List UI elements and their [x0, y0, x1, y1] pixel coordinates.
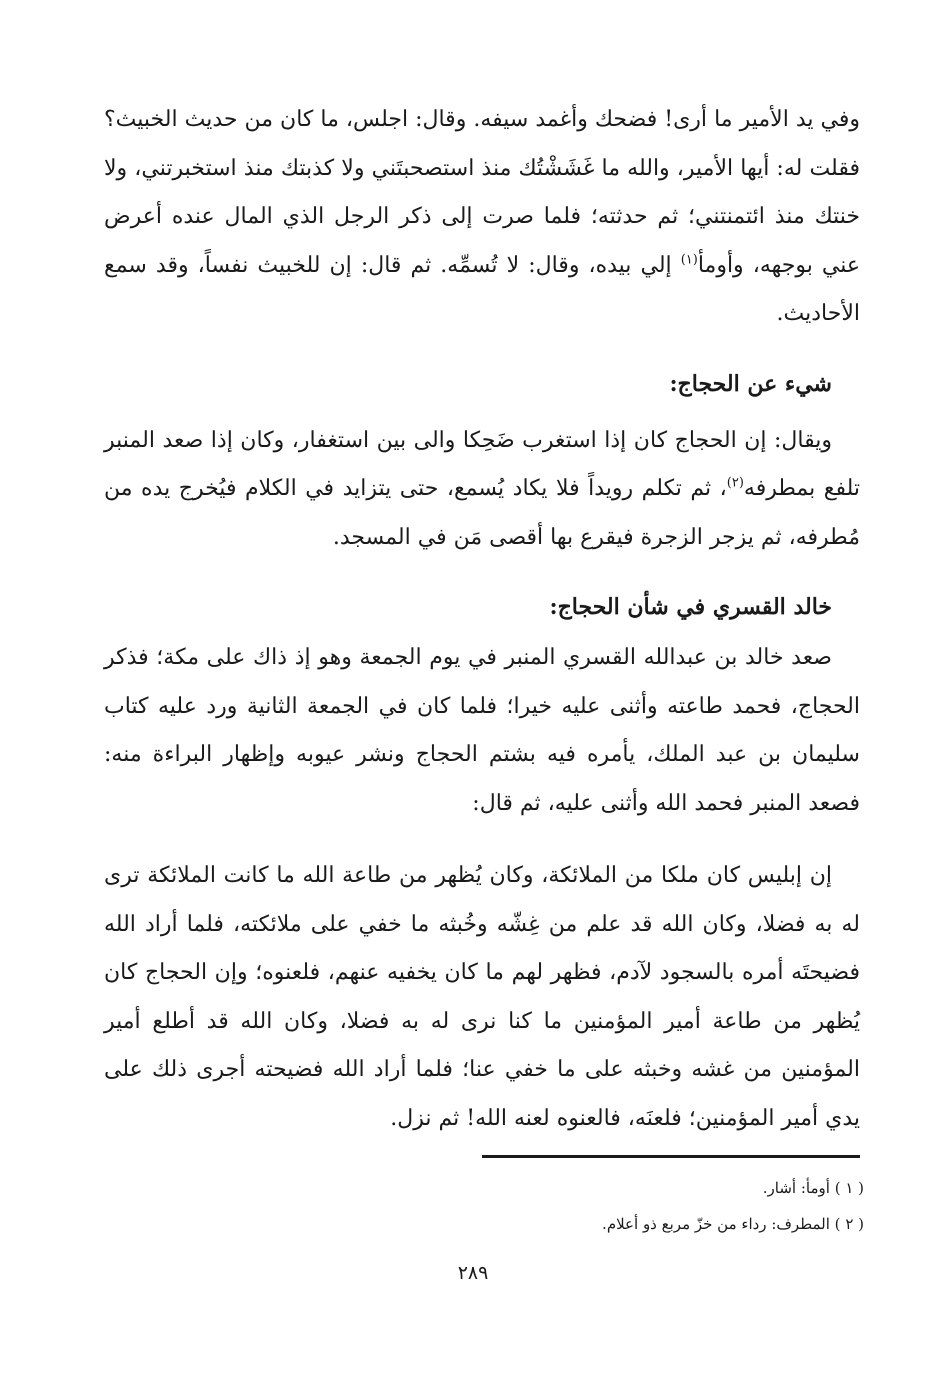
- paragraph-prisoner-story: [104, 96, 860, 339]
- paragraph-text: ويقال: إن الحجاج كان إذا استغرب ضَحِكا والى بين استغفار، وكان إذا صعد المنبر تلفع بمطرفه: [104, 427, 861, 501]
- footnotes: [104, 1170, 864, 1242]
- paragraph-text: وفي يد الأمير ما أرى! فضحك وأغمد سيفه. وقال: اجلس، ما كان من حديث الخبيث؟ فقلت له: أيها الأمير، والله ما غَشَشْتُك منذ استصحبتَني ولا كذبتك منذ استخبرتني، ولا خنتك منذ ائتمنتني؛ ثم حدثته؛ فلما صرت إلى ذكر الرجل الذي المال عنده أعرض عني بوجهه، وأومأ: [104, 107, 861, 278]
- paragraph-text-tail: ، ثم تكلم رويداً فلا يكاد يُسمع، حتى يتزايد في الكلام فيُخرج يده من مُطرفه، ثم يزجر الزجرة فيقرع بها أقصى مَن في المسجد.: [104, 476, 860, 550]
- footnote-1: ( ١ ) أومأ: أشار.: [762, 1179, 864, 1197]
- page-body: [104, 96, 860, 1143]
- footnote-2: ( ٢ ) المطرف: رداء من خزّ مربع ذو أعلام.: [602, 1215, 864, 1233]
- paragraph-khalid-sermon-intro: صعد خالد بن عبدالله القسري المنبر في يوم الجمعة وهو إذ ذاك على مكة؛ فذكر الحجاج، فحمد طاعته وأثنى عليه خيرا؛ فلما كان في الجمعة الثانية ورد عليه كتاب سليمان بن عبد الملك، يأمره فيه بشتم الحجاج ونشر عيوبه وإظهار البراءة منه: فصعد المنبر فحمد الله وأثنى عليه، ثم قال:: [104, 645, 860, 816]
- paragraph-about-hajjaj: [104, 417, 860, 563]
- footnote-ref-2[interactable]: (٢): [726, 475, 744, 491]
- footnote-divider: [482, 1155, 860, 1158]
- heading-about-hajjaj: شيء عن الحجاج:: [669, 370, 832, 397]
- paragraph-text-tail: إلي بيده، وقال: لا تُسمِّه. ثم قال: إن للخبيث نفساً، وقد سمع الأحاديث.: [104, 252, 860, 326]
- paragraph-khalid-sermon: إن إبليس كان ملكا من الملائكة، وكان يُظهر من طاعة الله ما كانت الملائكة ترى له به فضلا، وكان الله قد علم من غِشّه وخُبثه ما خفي على ملائكته، فلما أراد الله فضيحتَه أمره بالسجود لآدم، فظهر لهم ما كان يخفيه عنهم، فلعنوه؛ وإن الحجاج كان يُظهر من طاعة أمير المؤمنين ما كنا نرى له به فضلا، وكان الله قد أطلع أمير المؤمنين من غشه وخبثه على ما خفي عنا؛ فلما أراد الله فضيحته أجرى ذلك على يدي أمير المؤمنين؛ فلعنَه، فالعنوه لعنه الله! ثم نزل.: [104, 863, 860, 1131]
- footnote-ref-1[interactable]: (١): [680, 252, 698, 268]
- heading-khalid-qasri: خالد القسري في شأن الحجاج:: [549, 594, 832, 620]
- page-number: ٢٨٩: [457, 1262, 489, 1284]
